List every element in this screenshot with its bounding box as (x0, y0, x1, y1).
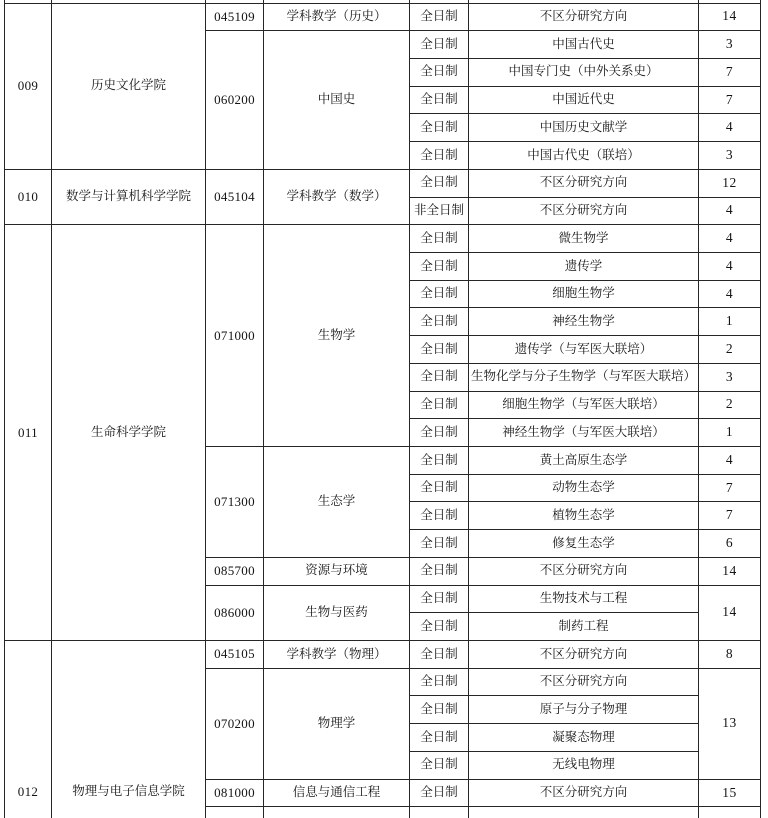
research-direction-cell: 细胞生物学（与军医大联培） (469, 391, 699, 419)
admission-count-cell: 4 (699, 197, 761, 225)
partial-cell (699, 807, 761, 818)
study-type-cell: 全日制 (410, 169, 469, 197)
table-row (5, 641, 761, 669)
admission-count-cell: 3 (699, 363, 761, 391)
research-direction-cell: 修复生态学 (469, 530, 699, 558)
admission-count-cell: 7 (699, 502, 761, 530)
research-direction-cell: 中国专门史（中外关系史） (469, 58, 699, 86)
study-type-cell: 全日制 (410, 142, 469, 170)
research-direction-cell: 不区分研究方向 (469, 197, 699, 225)
study-type-cell: 全日制 (410, 58, 469, 86)
admission-count-cell: 14 (699, 557, 761, 585)
program-name-cell: 中国史 (264, 31, 410, 170)
research-direction-cell: 不区分研究方向 (469, 169, 699, 197)
study-type-cell: 全日制 (410, 391, 469, 419)
admission-count-cell: 2 (699, 391, 761, 419)
admission-count-cell: 7 (699, 58, 761, 86)
program-code-cell: 045109 (206, 3, 264, 31)
study-type-cell: 全日制 (410, 557, 469, 585)
admissions-table-body (5, 0, 761, 818)
program-name-cell: 资源与环境 (264, 557, 410, 585)
admission-count-cell: 4 (699, 280, 761, 308)
research-direction-cell: 遗传学（与军医大联培） (469, 336, 699, 364)
program-name-cell: 学科教学（历史） (264, 3, 410, 31)
research-direction-cell: 无线电物理 (469, 751, 699, 779)
table-row (5, 169, 761, 197)
study-type-cell: 全日制 (410, 530, 469, 558)
program-code-cell: 071000 (206, 225, 264, 447)
program-name-cell: 生物学 (264, 225, 410, 447)
study-type-cell: 全日制 (410, 114, 469, 142)
program-code-cell: 070200 (206, 668, 264, 779)
admission-count-cell: 8 (699, 641, 761, 669)
research-direction-cell: 不区分研究方向 (469, 557, 699, 585)
study-type-cell: 全日制 (410, 3, 469, 31)
program-code-cell: 071300 (206, 447, 264, 558)
admission-count-cell: 3 (699, 31, 761, 59)
partial-cell (264, 807, 410, 818)
section-code-cell: 012 (5, 641, 52, 818)
program-name-cell: 学科教学（物理） (264, 641, 410, 669)
college-name-cell: 生命科学学院 (52, 225, 206, 641)
study-type-cell: 全日制 (410, 280, 469, 308)
program-name-cell: 信息与通信工程 (264, 779, 410, 807)
admission-count-cell: 2 (699, 336, 761, 364)
program-name-cell: 生物与医药 (264, 585, 410, 640)
admission-count-cell: 4 (699, 447, 761, 475)
study-type-cell: 全日制 (410, 447, 469, 475)
partial-cell (206, 807, 264, 818)
research-direction-cell: 生物技术与工程 (469, 585, 699, 613)
research-direction-cell: 制药工程 (469, 613, 699, 641)
college-name-cell: 物理与电子信息学院 (52, 641, 206, 818)
program-name-cell: 生态学 (264, 447, 410, 558)
program-name-cell: 学科教学（数学） (264, 169, 410, 224)
table-row (5, 225, 761, 253)
admission-count-cell: 6 (699, 530, 761, 558)
admission-count-cell: 14 (699, 585, 761, 640)
research-direction-cell: 细胞生物学 (469, 280, 699, 308)
research-direction-cell: 中国历史文献学 (469, 114, 699, 142)
admission-count-cell: 7 (699, 86, 761, 114)
table-row (5, 3, 761, 31)
study-type-cell: 全日制 (410, 724, 469, 752)
college-name-cell: 历史文化学院 (52, 3, 206, 169)
partial-cell (410, 807, 469, 818)
program-code-cell: 085700 (206, 557, 264, 585)
admission-count-cell: 3 (699, 142, 761, 170)
admission-count-cell: 1 (699, 419, 761, 447)
study-type-cell: 全日制 (410, 308, 469, 336)
study-type-cell: 全日制 (410, 751, 469, 779)
study-type-cell: 全日制 (410, 419, 469, 447)
admissions-table (4, 0, 761, 818)
admission-count-cell: 13 (699, 668, 761, 779)
research-direction-cell: 不区分研究方向 (469, 779, 699, 807)
research-direction-cell: 中国古代史（联培） (469, 142, 699, 170)
admission-count-cell: 15 (699, 779, 761, 807)
program-name-cell: 物理学 (264, 668, 410, 779)
study-type-cell: 全日制 (410, 502, 469, 530)
section-code-cell: 009 (5, 3, 52, 169)
research-direction-cell: 不区分研究方向 (469, 641, 699, 669)
admission-count-cell: 14 (699, 3, 761, 31)
college-name-cell: 数学与计算机科学学院 (52, 169, 206, 224)
research-direction-cell: 不区分研究方向 (469, 3, 699, 31)
admission-count-cell: 1 (699, 308, 761, 336)
research-direction-cell: 植物生态学 (469, 502, 699, 530)
study-type-cell: 全日制 (410, 613, 469, 641)
program-code-cell: 086000 (206, 585, 264, 640)
program-code-cell: 045104 (206, 169, 264, 224)
study-type-cell: 全日制 (410, 31, 469, 59)
research-direction-cell: 不区分研究方向 (469, 668, 699, 696)
program-code-cell: 060200 (206, 31, 264, 170)
admission-count-cell: 7 (699, 474, 761, 502)
study-type-cell: 全日制 (410, 363, 469, 391)
program-code-cell: 081000 (206, 779, 264, 807)
study-type-cell: 全日制 (410, 696, 469, 724)
study-type-cell: 全日制 (410, 225, 469, 253)
research-direction-cell: 中国古代史 (469, 31, 699, 59)
study-type-cell: 全日制 (410, 779, 469, 807)
section-code-cell: 010 (5, 169, 52, 224)
admission-count-cell: 4 (699, 114, 761, 142)
study-type-cell: 全日制 (410, 668, 469, 696)
research-direction-cell: 凝聚态物理 (469, 724, 699, 752)
research-direction-cell: 原子与分子物理 (469, 696, 699, 724)
section-code-cell: 011 (5, 225, 52, 641)
study-type-cell: 全日制 (410, 641, 469, 669)
research-direction-cell: 中国近代史 (469, 86, 699, 114)
research-direction-cell: 黄土高原生态学 (469, 447, 699, 475)
study-type-cell: 全日制 (410, 252, 469, 280)
partial-cell (469, 807, 699, 818)
study-type-cell: 全日制 (410, 336, 469, 364)
program-code-cell: 045105 (206, 641, 264, 669)
research-direction-cell: 动物生态学 (469, 474, 699, 502)
admission-count-cell: 4 (699, 225, 761, 253)
research-direction-cell: 微生物学 (469, 225, 699, 253)
study-type-cell: 全日制 (410, 474, 469, 502)
research-direction-cell: 神经生物学（与军医大联培） (469, 419, 699, 447)
research-direction-cell: 神经生物学 (469, 308, 699, 336)
study-type-cell: 全日制 (410, 585, 469, 613)
admission-count-cell: 12 (699, 169, 761, 197)
research-direction-cell: 生物化学与分子生物学（与军医大联培） (469, 363, 699, 391)
study-type-cell: 全日制 (410, 86, 469, 114)
study-type-cell: 非全日制 (410, 197, 469, 225)
research-direction-cell: 遗传学 (469, 252, 699, 280)
admission-count-cell: 4 (699, 252, 761, 280)
